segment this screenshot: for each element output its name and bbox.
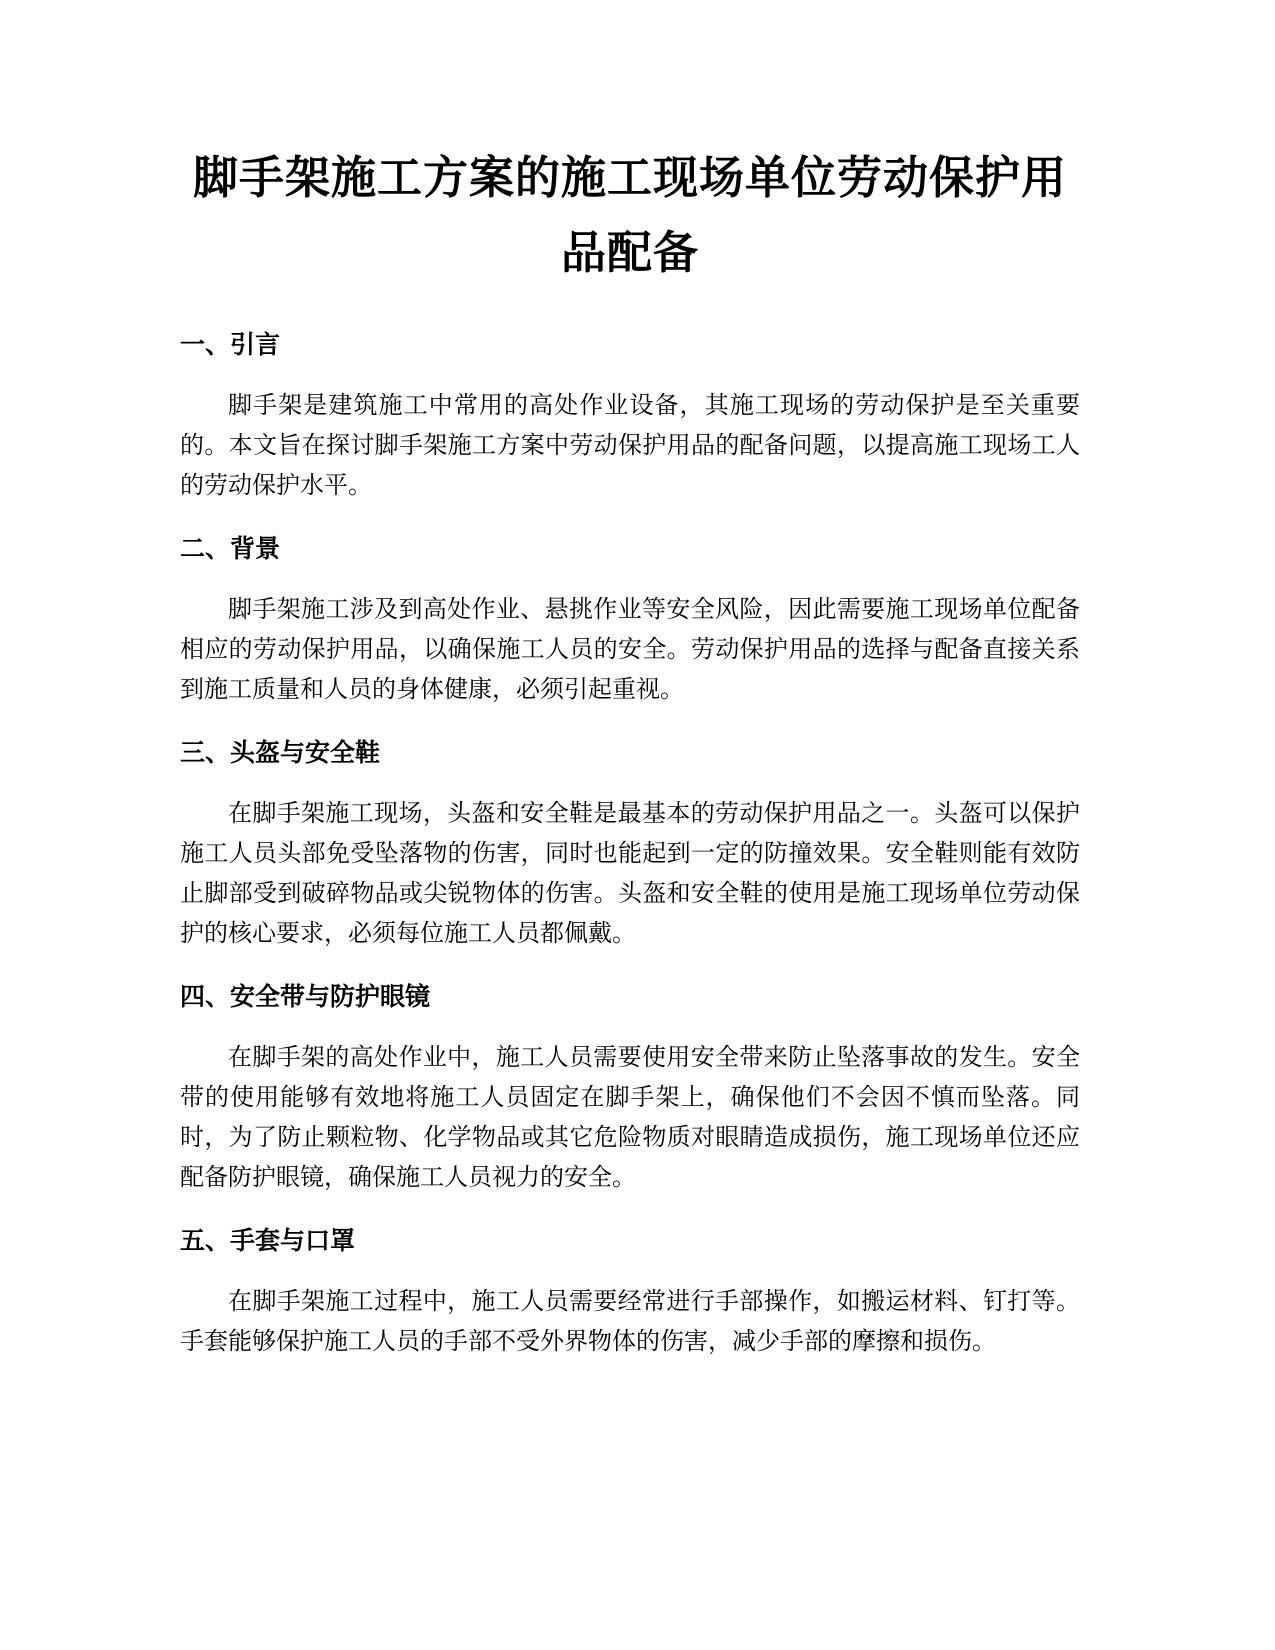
- document-page: [180, 140, 1080, 1385]
- section-heading: 五、手套与口罩: [180, 1226, 356, 1255]
- section-heading: 四、安全带与防护眼镜: [180, 982, 431, 1011]
- section-heading: 一、引言: [180, 330, 281, 359]
- document-title: 脚手架施工方案的施工现场单位劳动保护用品配备: [192, 151, 1067, 279]
- section-safety-belt-and-goggles: [180, 977, 1080, 1197]
- section-heading: 二、背景: [180, 534, 281, 563]
- section-paragraph: 脚手架施工涉及到高处作业、悬挑作业等安全风险，因此需要施工现场单位配备相应的劳动保护用品，以确保施工人员的安全。劳动保护用品的选择与配备直接关系到施工质量和人员的身体健康，必须引起重视。: [180, 595, 1080, 703]
- section-introduction: [180, 325, 1080, 505]
- section-paragraph: 在脚手架施工过程中，施工人员需要经常进行手部操作，如搬运材料、钉打等。手套能够保护施工人员的手部不受外界物体的伤害，减少手部的摩擦和损伤。: [180, 1287, 1080, 1355]
- section-paragraph: 在脚手架的高处作业中，施工人员需要使用安全带来防止坠落事故的发生。安全带的使用能够有效地将施工人员固定在脚手架上，确保他们不会因不慎而坠落。同时，为了防止颗粒物、化学物品或其它危险物质对眼睛造成损伤，施工现场单位还应配备防护眼镜，确保施工人员视力的安全。: [180, 1043, 1080, 1191]
- section-paragraph: 脚手架是建筑施工中常用的高处作业设备，其施工现场的劳动保护是至关重要的。本文旨在探讨脚手架施工方案中劳动保护用品的配备问题，以提高施工现场工人的劳动保护水平。: [180, 391, 1080, 499]
- section-gloves-and-masks: [180, 1221, 1080, 1361]
- section-heading: 三、头盔与安全鞋: [180, 738, 381, 767]
- section-background: [180, 529, 1080, 709]
- section-paragraph: 在脚手架施工现场，头盔和安全鞋是最基本的劳动保护用品之一。头盔可以保护施工人员头部免受坠落物的伤害，同时也能起到一定的防撞效果。安全鞋则能有效防止脚部受到破碎物品或尖锐物体的伤害。头盔和安全鞋的使用是施工现场单位劳动保护的核心要求，必须每位施工人员都佩戴。: [180, 799, 1080, 947]
- section-helmet-and-safety-shoes: [180, 733, 1080, 953]
